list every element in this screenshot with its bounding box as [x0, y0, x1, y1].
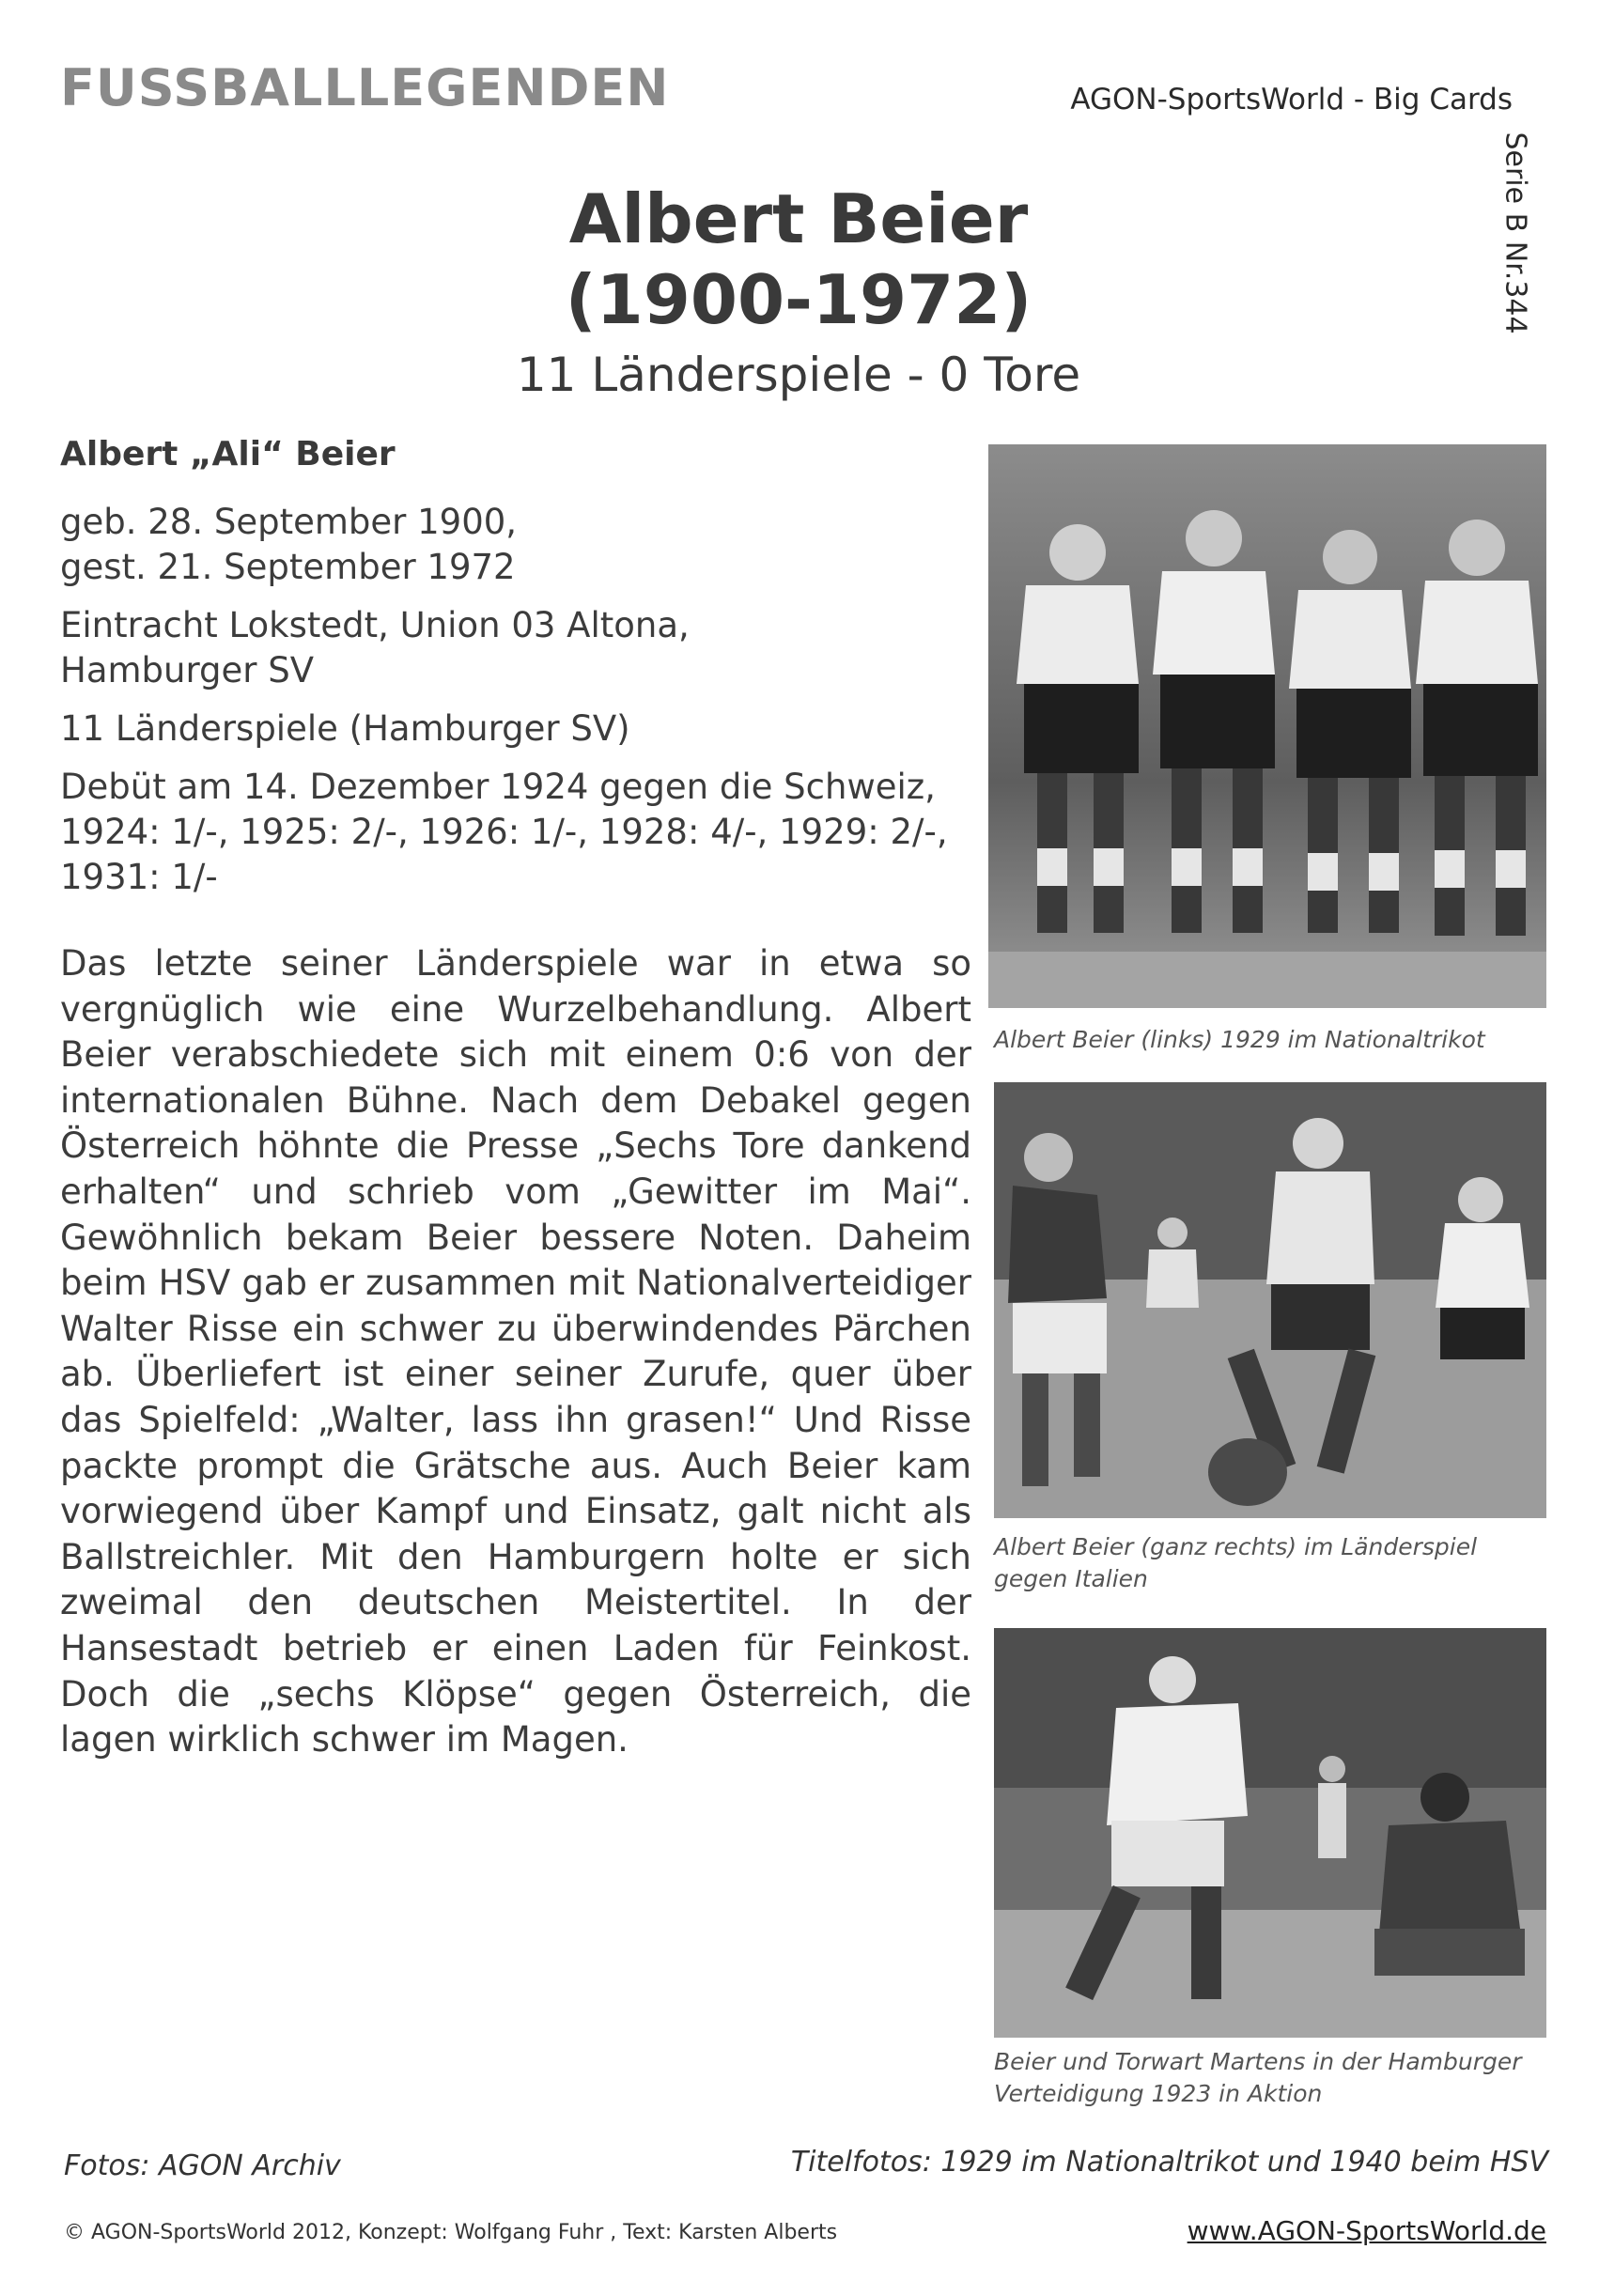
career-stats: 11 Länderspiele - 0 Tore — [516, 348, 1081, 402]
match-photo-italy — [994, 1082, 1546, 1518]
series-logo: FUSSBALLLEGENDEN — [60, 58, 670, 117]
biography-column — [60, 432, 976, 1763]
brand-label: AGON-SportsWorld - Big Cards — [1070, 83, 1513, 116]
player-name: Albert Beier — [568, 179, 1029, 258]
title-photos-credit: Titelfotos: 1929 im Nationaltrikot und 1940 beim HSV — [790, 2146, 1548, 2179]
title-block — [395, 178, 1203, 406]
photo-caption-1: Albert Beier (links) 1929 im Nationaltrikot — [994, 1026, 1485, 1053]
website-link[interactable]: www.AGON-SportsWorld.de — [1187, 2215, 1546, 2246]
death-date: gest. 21. September 1972 — [60, 547, 516, 587]
copyright: © AGON-SportsWorld 2012, Konzept: Wolfgang Fuhr , Text: Karsten Alberts — [64, 2221, 838, 2244]
photo-caption-2: Albert Beier (ganz rechts) im Länderspiel gegen Italien — [994, 1533, 1478, 1592]
clubs-line-1: Eintracht Lokstedt, Union 03 Altona, — [60, 605, 690, 645]
card-number-text: Serie B Nr.344 — [1498, 132, 1532, 334]
card-number — [1489, 120, 1542, 346]
caps-by-year-1: 1924: 1/-, 1925: 2/-, 1926: 1/-, 1928: 4/-, 1929: 2/-, — [60, 812, 948, 852]
debut-line: Debüt am 14. Dezember 1924 gegen die Schweiz, — [60, 767, 936, 807]
caps-line: 11 Länderspiele (Hamburger SV) — [60, 708, 630, 749]
clubs-line-2: Hamburger SV — [60, 650, 315, 690]
photo-caption-3: Beier und Torwart Martens in der Hamburger Verteidigung 1923 in Aktion — [994, 2048, 1522, 2107]
match-photo-defence — [994, 1628, 1546, 2038]
birth-date: geb. 28. September 1900, — [60, 502, 518, 542]
life-years: (1900-1972) — [565, 260, 1032, 339]
photo-credit: Fotos: AGON Archiv — [64, 2149, 341, 2182]
caps-by-year-2: 1931: 1/- — [60, 857, 218, 897]
team-photo — [988, 444, 1546, 1008]
story-text: Das letzte seiner Länderspiele war in etwa so vergnüglich wie eine Wurzelbehandlung. Albert Beier verabschiedete sich mit einem 0:6 von der internationalen Bühne. Nach dem Debakel gegen Österreich höhnte die Presse „Sechs Tore dankend erhalten“ und schrieb vom „Gewitter im Mai“. Gewöhnlich bekam Beier bessere Noten. Daheim beim HSV gab er zusammen mit Nationalverteidiger Walter Risse ein schwer zu überwindendes Pärchen ab. Überliefert ist einer seiner Zurufe, quer über das Spielfeld: „Walter, lass ihn grasen!“ Und Risse packte prompt die Grätsche aus. Auch Beier kam vorwiegend über Kampf und Einsatz, galt nicht als Ballstreichler. Mit den Hamburgern holte er sich zweimal den deutschen Meistertitel. In der Hansestadt betrieb er einen Laden für Feinkost. Doch die „sechs Klöpse“ gegen Österreich, die lagen wirklich schwer im Magen. — [60, 943, 971, 1761]
nickname: Albert „Ali“ Beier — [60, 435, 396, 473]
